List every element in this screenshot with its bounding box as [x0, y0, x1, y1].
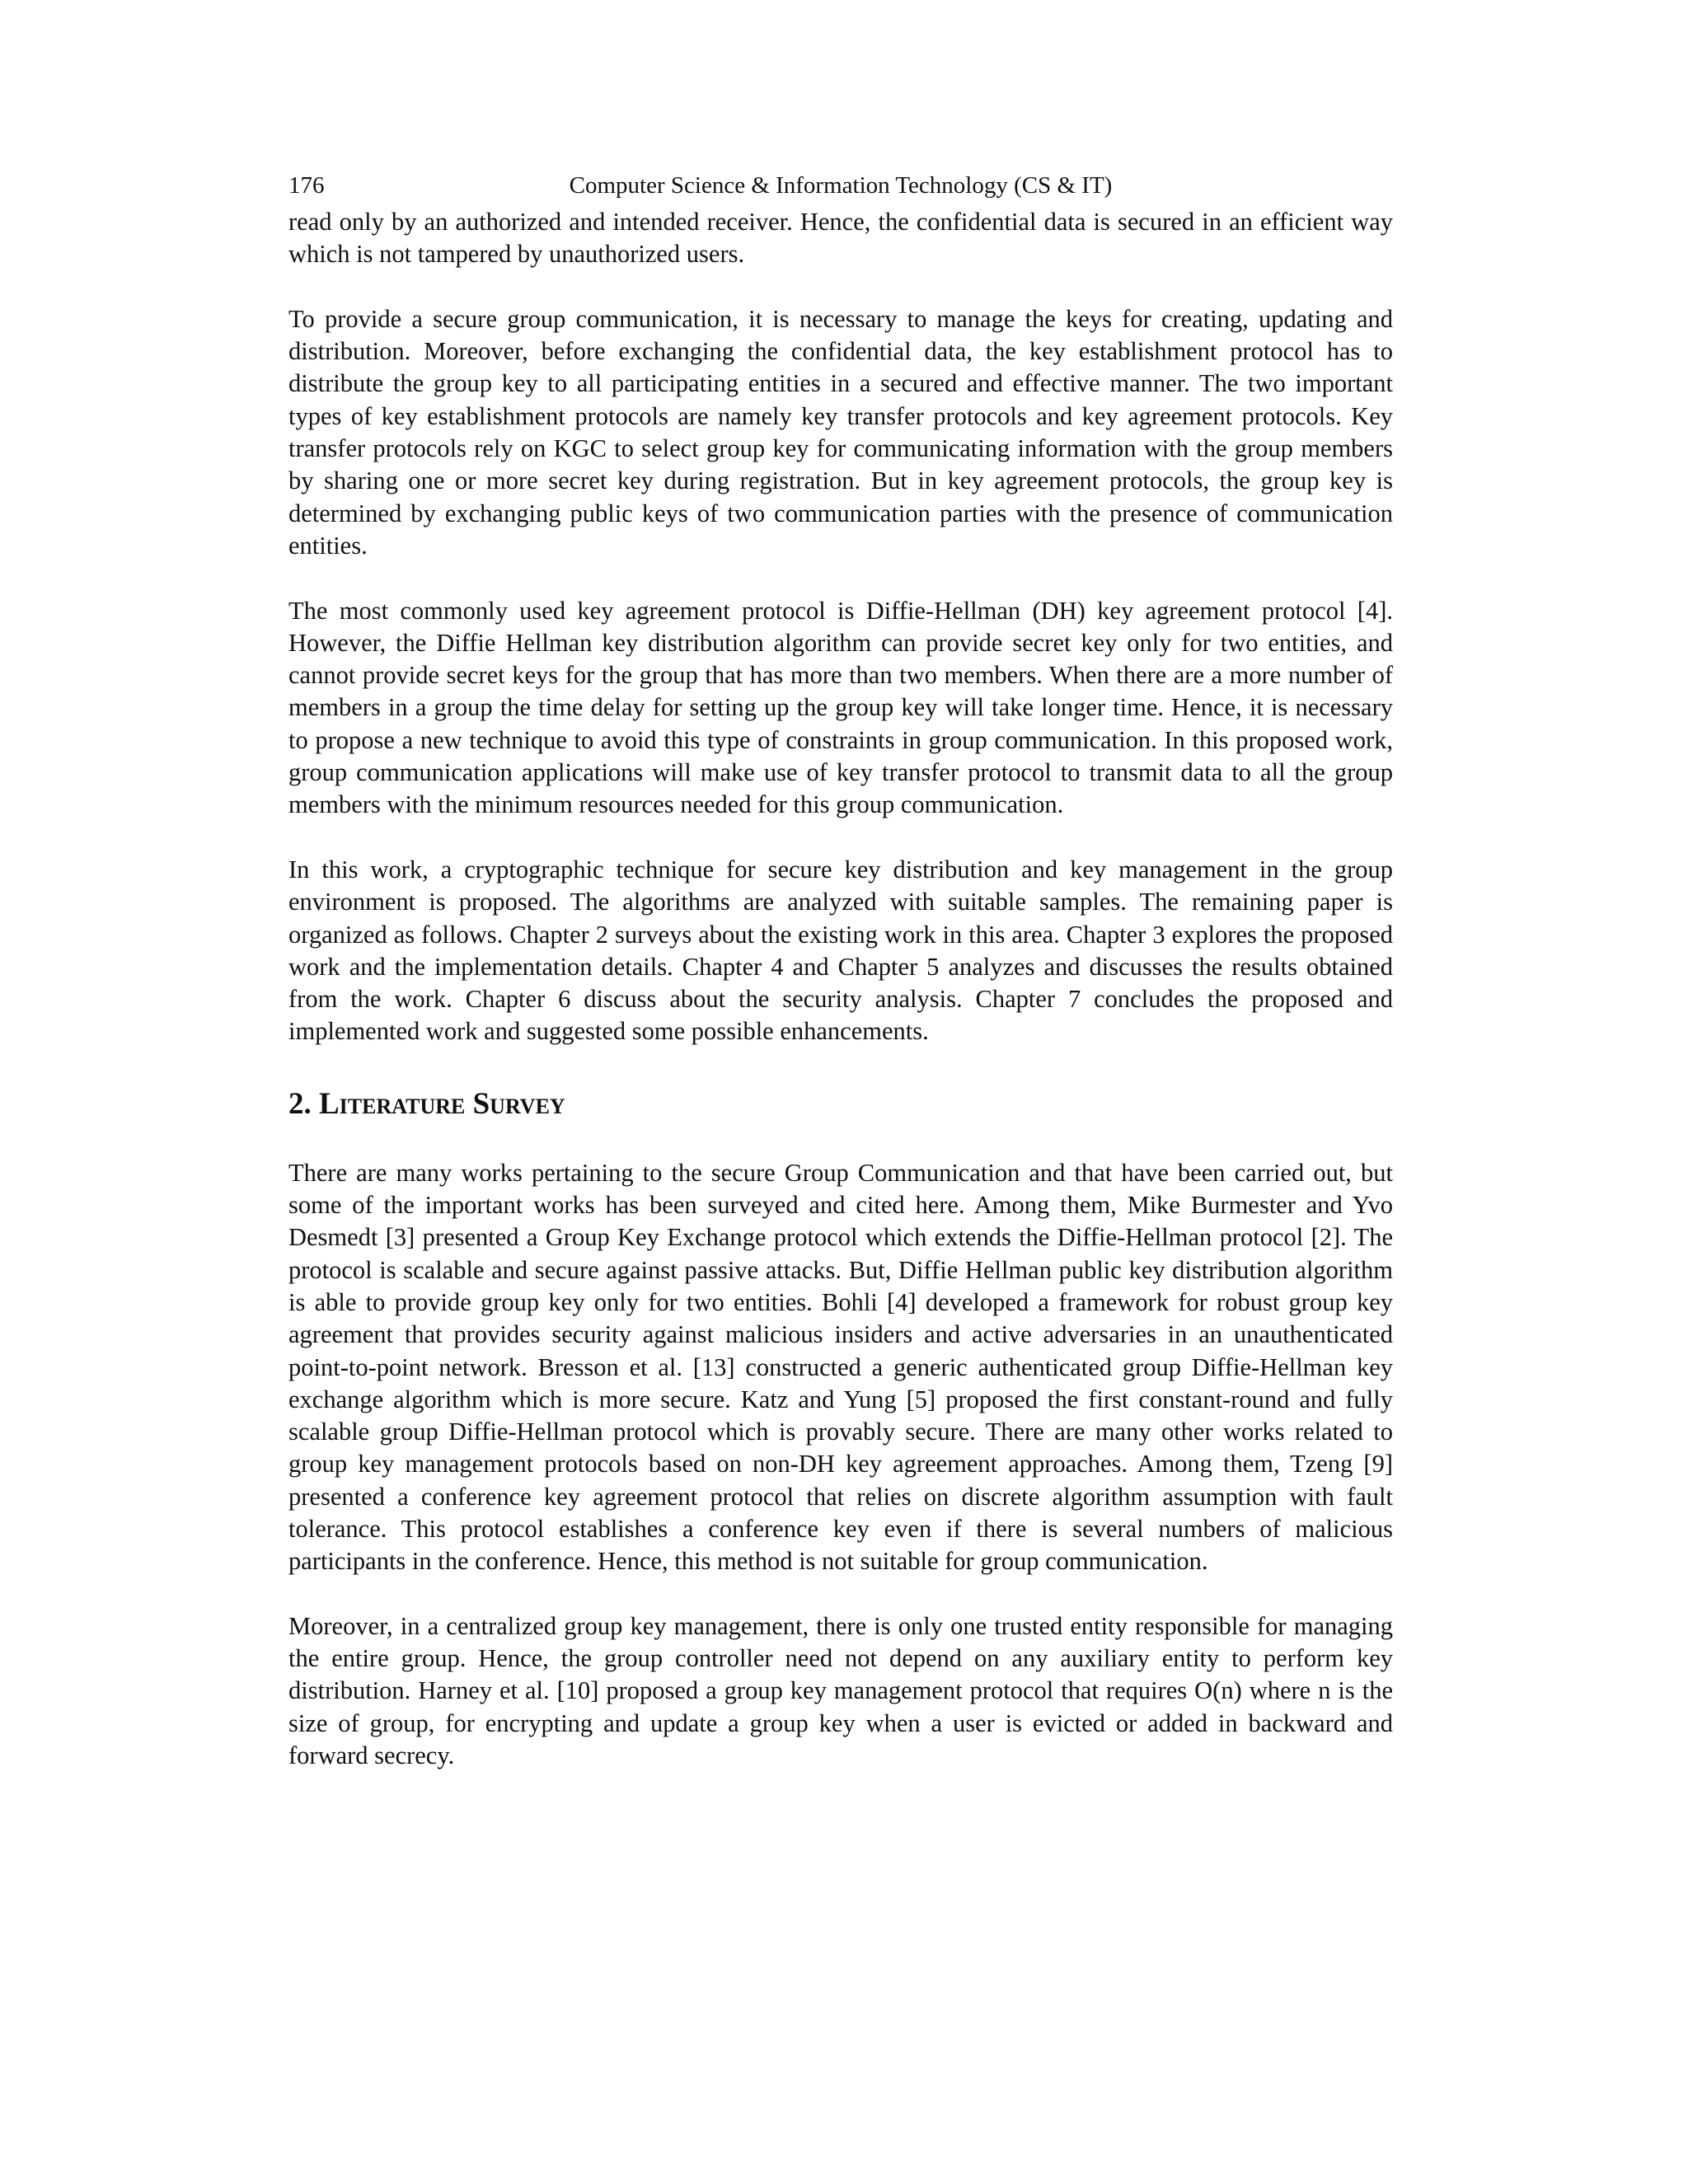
- paragraph-continued: read only by an authorized and intended receiver. Hence, the confidential data is secured in an efficient way which is not tampered by unauthorized users.: [288, 208, 1393, 269]
- journal-title: Computer Science & Information Technology (CS & IT): [569, 172, 1113, 199]
- paragraph-key-management: To provide a secure group communication, it is necessary to manage the keys for creating, updating and distribution. Moreover, before exchanging the confidential data, the key establishment protocol has to distribute the group key to all participating entities in a secured and effective manner. The two important types of key establishment protocols are namely key transfer protocols and key agreement protocols. Key transfer protocols rely on KGC to select group key for communicating information with the group members by sharing one or more secret key during registration. But in key agreement protocols, the group key is determined by exchanging public keys of two communication parties with the presence of communication entities.: [288, 304, 1393, 560]
- section-heading-literature-survey: 2. Literature Survey: [288, 1086, 565, 1121]
- running-header: [288, 165, 1393, 206]
- paragraph-paper-organization: In this work, a cryptographic technique for secure key distribution and key management in the group environment is proposed. The algorithms are analyzed with suitable samples. The remaining paper is organized as follows. Chapter 2 surveys about the existing work in this area. Chapter 3 explores the proposed work and the implementation details. Chapter 4 and Chapter 5 analyzes and discusses the results obtained from the work. Chapter 6 discuss about the security analysis. Chapter 7 concludes the proposed and implemented work and suggested some possible enhancements.: [288, 855, 1393, 1046]
- paragraph-literature-survey: There are many works pertaining to the secure Group Communication and that have been carried out, but some of the important works has been surveyed and cited here. Among them, Mike Burmester and Yvo Desmedt [3] presented a Group Key Exchange protocol which extends the Diffie-Hellman protocol [2]. The protocol is scalable and secure against passive attacks. But, Diffie Hellman public key distribution algorithm is able to provide group key only for two entities. Bohli [4] developed a framework for robust group key agreement that provides security against malicious insiders and active adversaries in an unauthenticated point-to-point network. Bresson et al. [13] constructed a generic authenticated group Diffie-Hellman key exchange algorithm which is more secure. Katz and Yung [5] proposed the first constant-round and fully scalable group Diffie-Hellman protocol which is provably secure. There are many other works related to group key management protocols based on non-DH key agreement approaches. Among them, Tzeng [9] presented a conference key agreement protocol that relies on discrete algorithm assumption with fault tolerance. This protocol establishes a conference key even if there is several numbers of malicious participants in the conference. Hence, this method is not suitable for group communication.: [288, 1158, 1393, 1576]
- paragraph-diffie-hellman: The most commonly used key agreement protocol is Diffie-Hellman (DH) key agreement protocol [4]. However, the Diffie Hellman key distribution algorithm can provide secret key only for two entities, and cannot provide secret keys for the group that has more than two members. When there are a more number of members in a group the time delay for setting up the group key will take longer time. Hence, it is necessary to propose a new technique to avoid this type of constraints in group communication. In this proposed work, group communication applications will make use of key transfer protocol to transmit data to all the group members with the minimum resources needed for this group communication.: [288, 596, 1393, 819]
- paper-page: [288, 165, 1393, 1772]
- page-number: 176: [288, 172, 325, 199]
- paragraph-centralized-key-management: Moreover, in a centralized group key management, there is only one trusted entity responsible for managing the entire group. Hence, the group controller need not depend on any auxiliary entity to perform key distribution. Harney et al. [10] proposed a group key management protocol that requires O(n) where n is the size of group, for encrypting and update a group key when a user is evicted or added in backward and forward secrecy.: [288, 1611, 1393, 1770]
